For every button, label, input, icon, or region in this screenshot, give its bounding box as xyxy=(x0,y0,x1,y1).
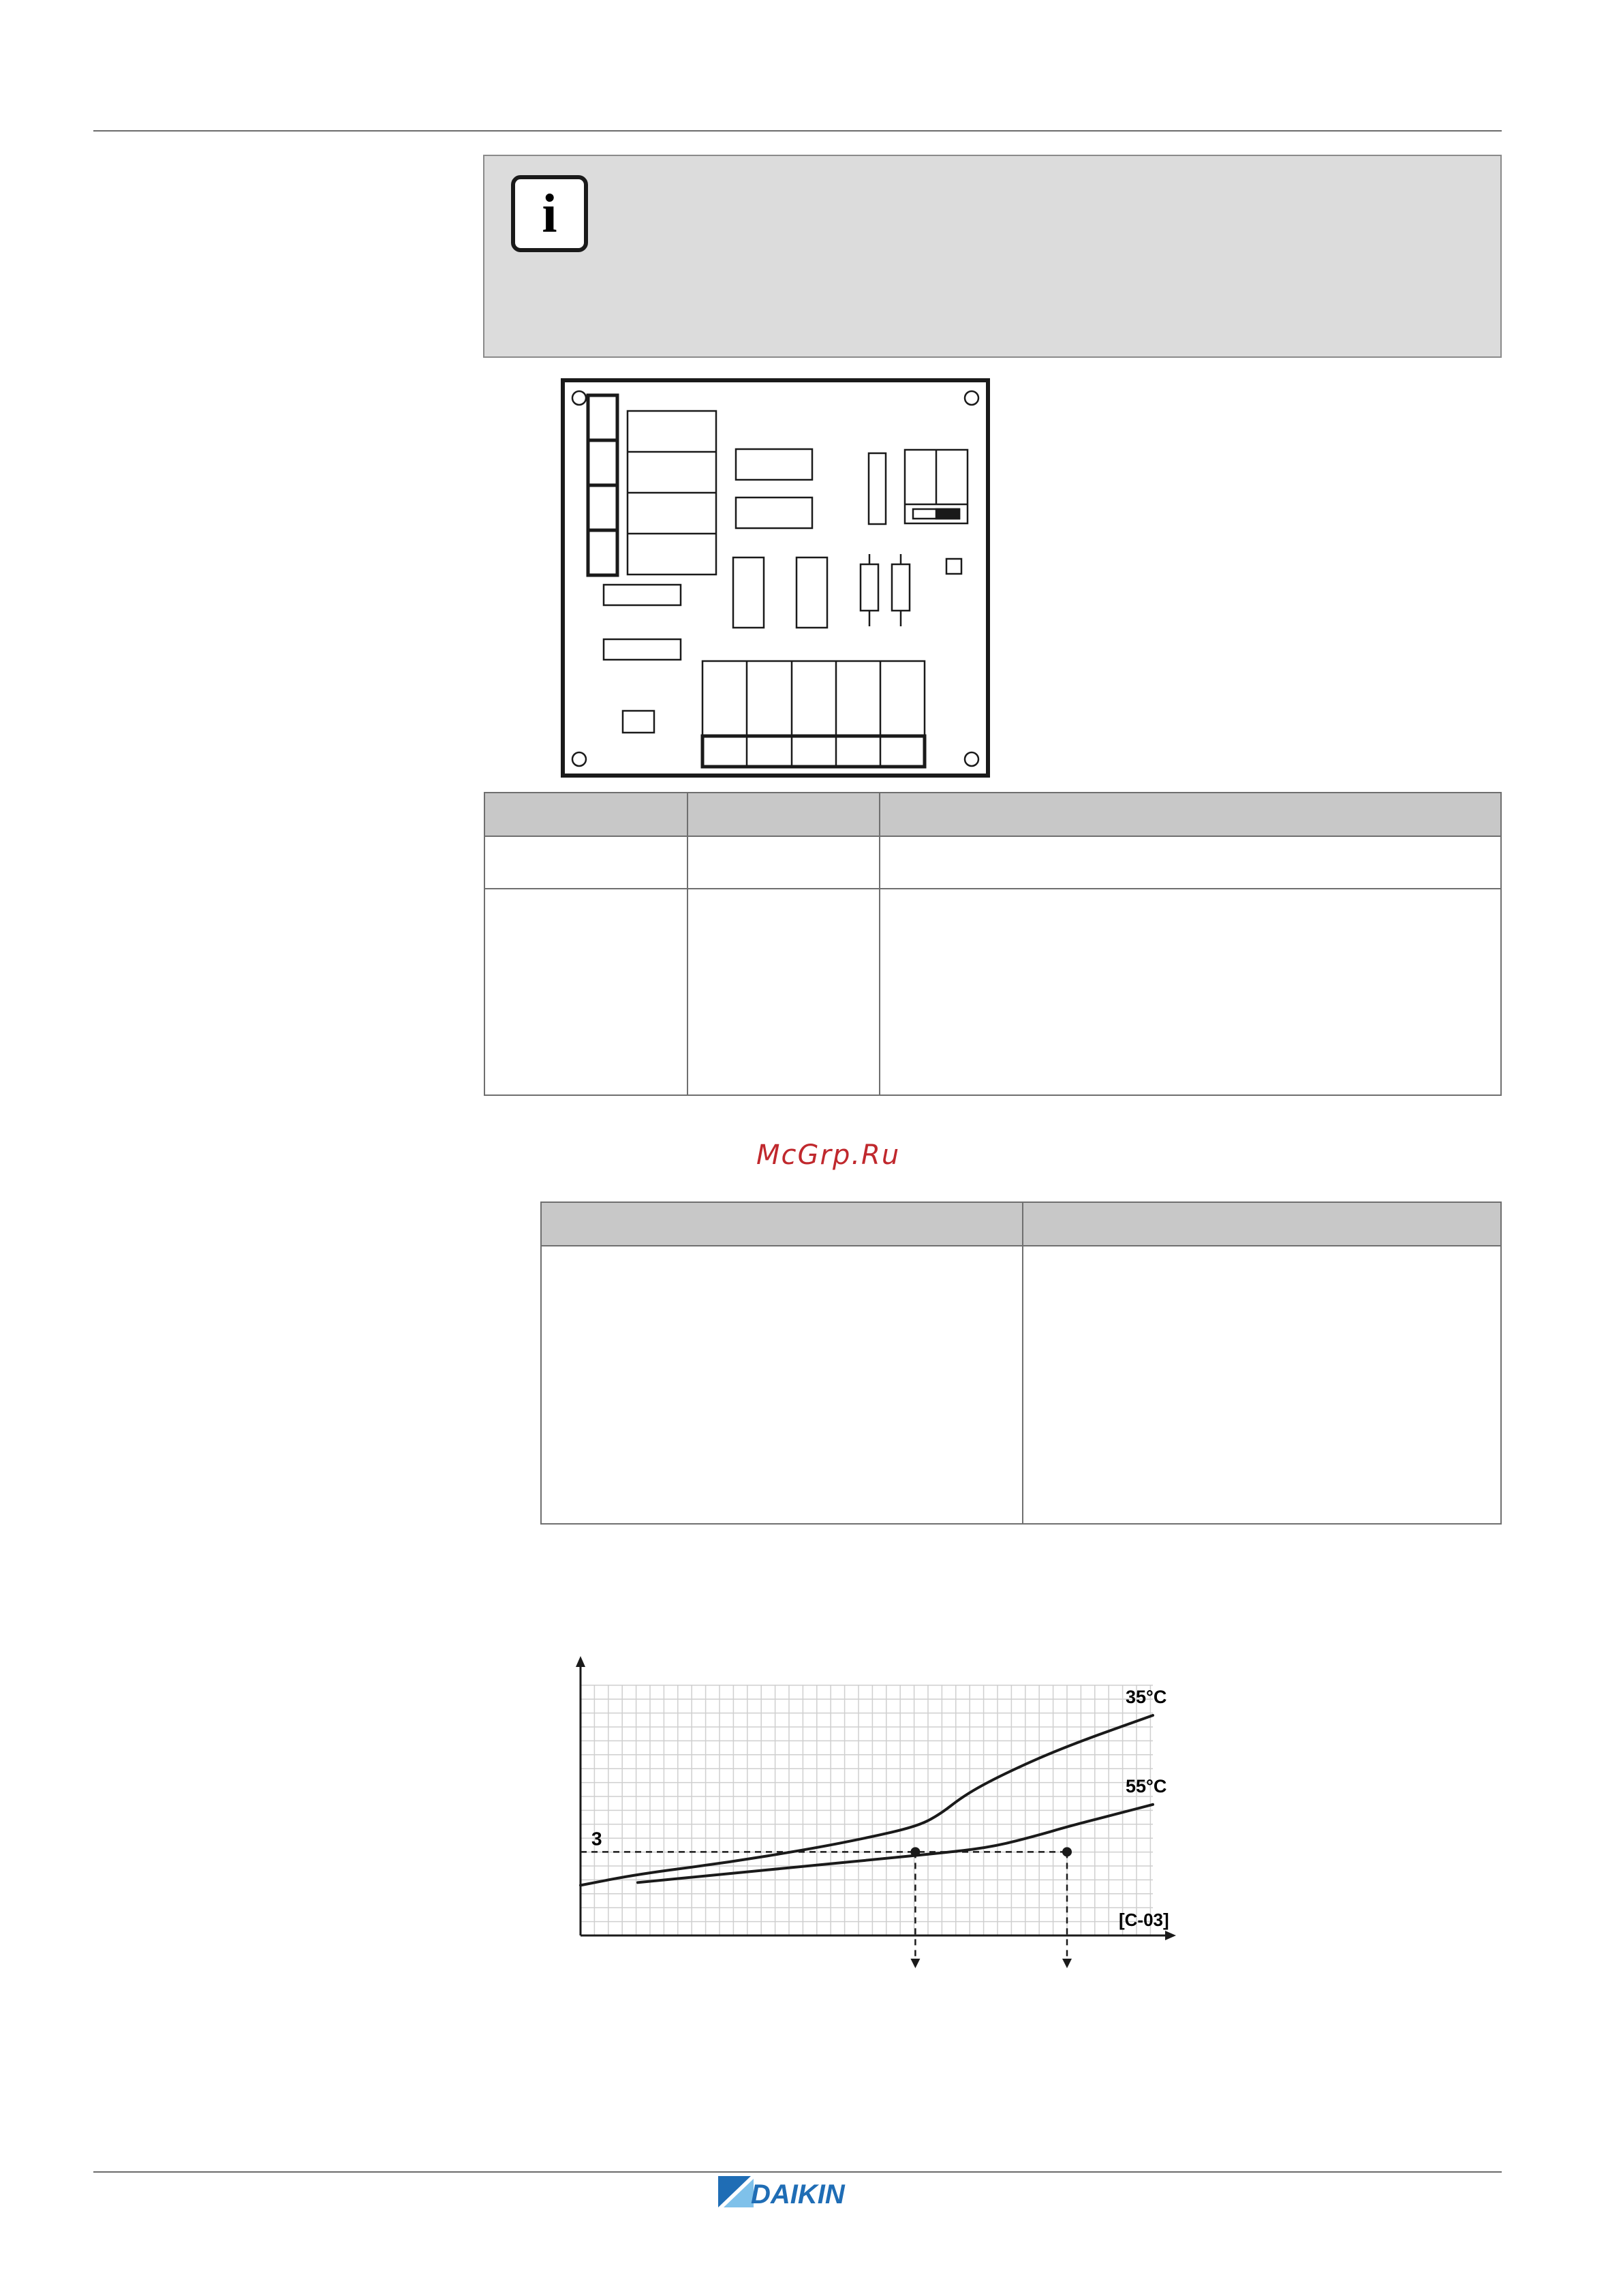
info-note-box xyxy=(483,155,1502,358)
pcb-diagram xyxy=(561,378,990,780)
series-label-0: 35°C xyxy=(1126,1686,1167,1707)
component-d xyxy=(604,585,681,605)
table1-header-col2 xyxy=(687,793,880,836)
component-b xyxy=(736,498,812,528)
component-i xyxy=(623,711,654,733)
left-connector xyxy=(588,395,617,575)
settings-table-1 xyxy=(484,792,1502,1096)
table2-cell xyxy=(541,1246,1023,1524)
series-line-1 xyxy=(638,1805,1153,1882)
component-f xyxy=(733,557,764,628)
resistor-2 xyxy=(892,554,910,626)
info-glyph: i xyxy=(542,183,557,244)
watermark: McGrp.Ru xyxy=(756,1139,901,1171)
table1-header-col1 xyxy=(484,793,687,836)
series-label-1: 55°C xyxy=(1126,1775,1167,1796)
mount-hole-bl xyxy=(572,752,586,766)
chart xyxy=(572,1649,1199,1976)
table1-cell xyxy=(484,889,687,1095)
info-icon xyxy=(511,175,588,252)
mount-hole-br xyxy=(965,752,978,766)
x-marker-arrow-1 xyxy=(1062,1959,1072,1968)
header-rule xyxy=(93,130,1502,132)
x-axis-label: [C-03] xyxy=(1119,1910,1169,1930)
component-g xyxy=(797,557,827,628)
terminal-block xyxy=(702,661,925,767)
table1-cell xyxy=(880,836,1501,889)
x-axis-arrow xyxy=(1165,1931,1176,1940)
mount-hole-tr xyxy=(965,391,978,405)
table1-cell xyxy=(880,889,1501,1095)
table1-cell xyxy=(687,836,880,889)
dip-switch xyxy=(905,450,968,523)
component-h xyxy=(946,559,961,574)
table2-header-col1 xyxy=(541,1202,1023,1246)
settings-table-2 xyxy=(540,1201,1502,1525)
footer-rule xyxy=(93,2171,1502,2173)
table1-cell xyxy=(687,889,880,1095)
relay-stack xyxy=(628,411,716,575)
resistor-1 xyxy=(861,554,878,626)
daikin-logo xyxy=(718,2176,882,2211)
mount-hole-tl xyxy=(572,391,586,405)
logo-text: DAIKIN xyxy=(751,2179,845,2209)
x-marker-arrow-0 xyxy=(910,1959,920,1968)
y-axis-arrow xyxy=(576,1656,585,1667)
y-marker-label: 3 xyxy=(591,1828,602,1850)
component-a xyxy=(736,449,812,480)
table1-header-col3 xyxy=(880,793,1501,836)
component-e xyxy=(604,639,681,660)
table2-cell xyxy=(1023,1246,1501,1524)
table1-cell xyxy=(484,836,687,889)
component-c xyxy=(869,453,886,524)
table2-header-col2 xyxy=(1023,1202,1501,1246)
